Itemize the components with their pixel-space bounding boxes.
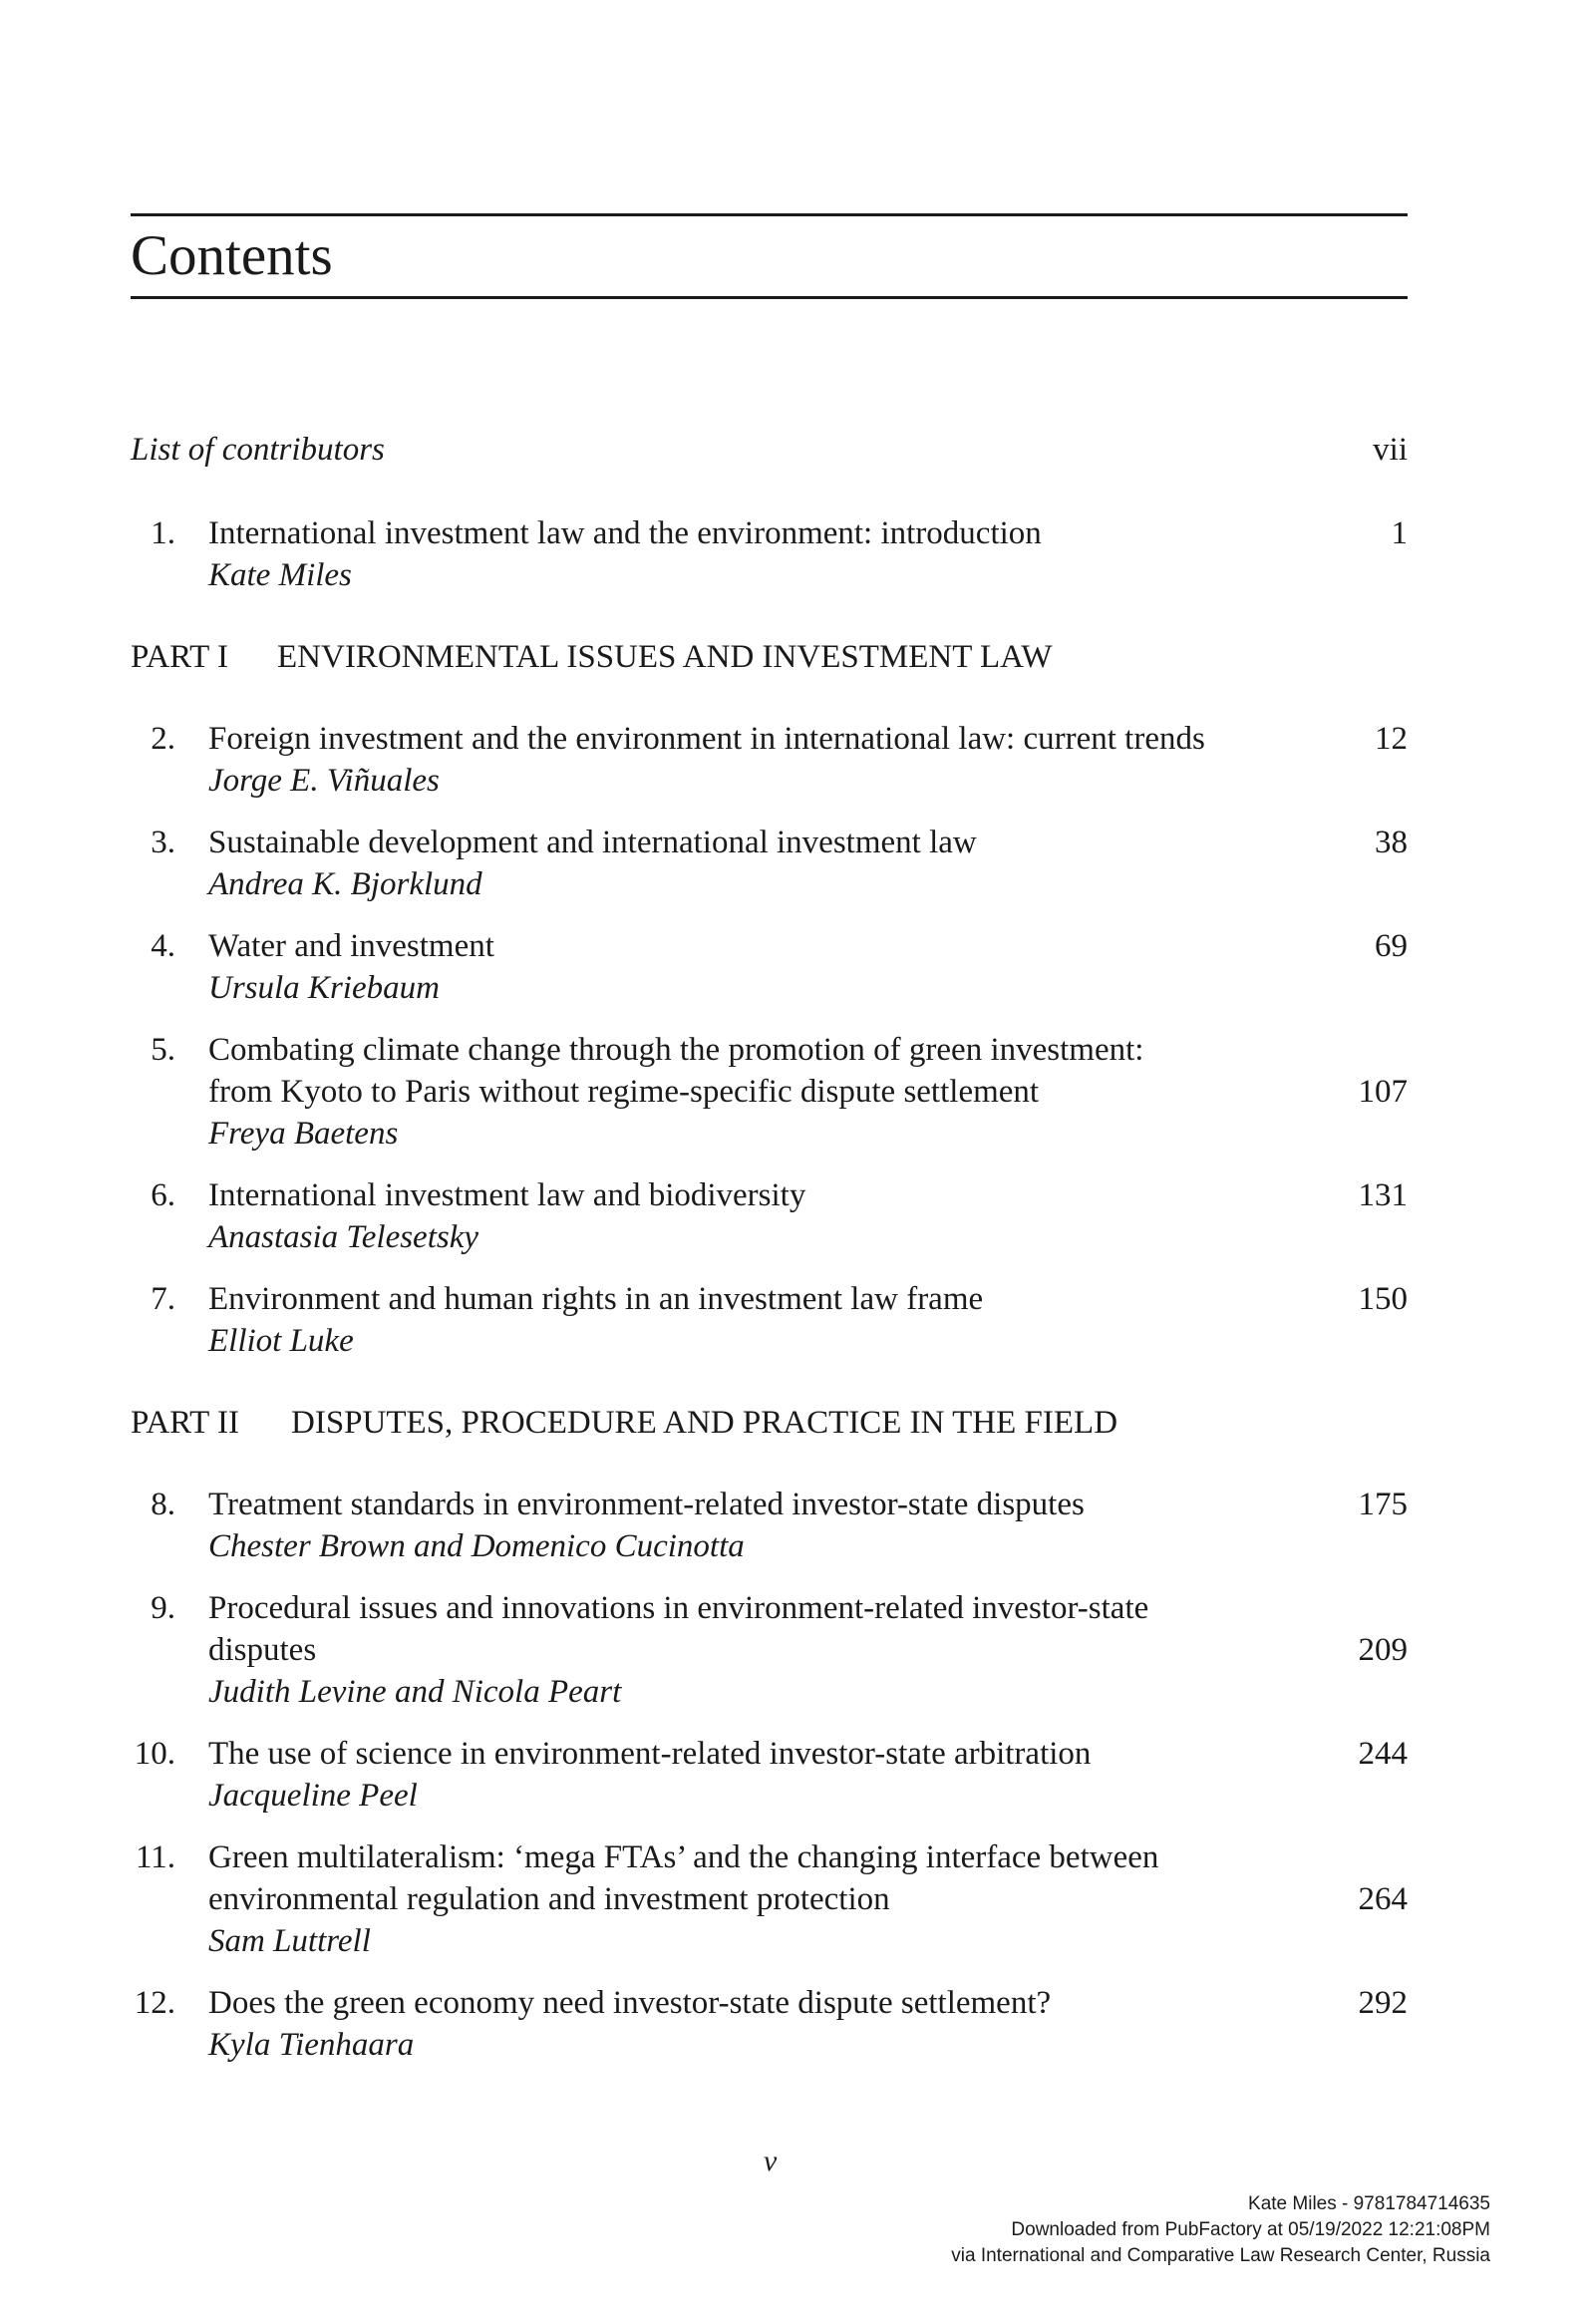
chapter-number: 6. — [151, 1177, 175, 1213]
toc-author-line — [0, 1113, 1588, 1155]
part-label: PART I — [131, 639, 228, 675]
chapter-number: 3. — [151, 825, 175, 860]
top-rule — [131, 213, 1408, 216]
page-folio: v — [764, 2145, 778, 2177]
toc-entry[interactable] — [0, 512, 1588, 554]
chapter-page: 1 — [1391, 515, 1408, 551]
chapter-number: 2. — [151, 721, 175, 757]
chapter-title: Environment and human rights in an investment law frame — [208, 1281, 984, 1317]
chapter-number: 8. — [151, 1487, 175, 1522]
chapter-author: Jorge E. Viñuales — [208, 763, 440, 799]
chapter-title: Sustainable development and international investment law — [208, 825, 977, 860]
chapter-title: The use of science in environment-related investor-state arbitration — [208, 1736, 1092, 1772]
chapter-page: 38 — [1375, 825, 1408, 860]
chapter-title: International investment law and biodiversity — [208, 1177, 806, 1213]
chapter-author: Andrea K. Bjorklund — [208, 866, 482, 902]
chapter-author: Sam Luttrell — [208, 1923, 371, 1959]
chapter-page: 150 — [1358, 1281, 1408, 1317]
chapter-title: Combating climate change through the promotion of green investment: — [208, 1032, 1144, 1068]
chapter-page: 175 — [1358, 1487, 1408, 1522]
chapter-title: Procedural issues and innovations in environment-related investor-state — [208, 1590, 1149, 1626]
part-heading — [0, 1402, 1588, 1444]
download-stamp-line: via International and Comparative Law Research Center, Russia — [951, 2245, 1490, 2266]
toc-entry-continuation — [0, 1629, 1588, 1671]
chapter-number: 1. — [151, 515, 175, 551]
chapter-number: 9. — [151, 1590, 175, 1626]
toc-entry[interactable] — [0, 1836, 1588, 1878]
title-rule — [131, 296, 1408, 299]
chapter-page: 107 — [1358, 1074, 1408, 1110]
chapter-title-continued: environmental regulation and investment protection — [208, 1881, 890, 1917]
toc-author-line — [0, 760, 1588, 802]
chapter-number: 12. — [134, 1985, 175, 2021]
contributors-page: vii — [1373, 432, 1408, 468]
chapter-title-continued: disputes — [208, 1632, 317, 1668]
chapter-title: Green multilateralism: ‘mega FTAs’ and the changing interface between — [208, 1839, 1159, 1875]
download-stamp-line: Kate Miles - 9781784714635 — [1248, 2193, 1490, 2214]
contributors-label: List of contributors — [131, 432, 385, 468]
chapter-number: 5. — [151, 1032, 175, 1068]
toc-entry[interactable] — [0, 1278, 1588, 1320]
toc-author-line — [0, 1320, 1588, 1362]
toc-entry[interactable] — [0, 1029, 1588, 1071]
toc-author-line — [0, 1920, 1588, 1962]
chapter-title: Water and investment — [208, 928, 494, 964]
part-title: ENVIRONMENTAL ISSUES AND INVESTMENT LAW — [277, 639, 1053, 675]
chapter-page: 69 — [1375, 928, 1408, 964]
chapter-page: 209 — [1358, 1632, 1408, 1668]
chapter-page: 244 — [1358, 1736, 1408, 1772]
toc-entry-continuation — [0, 1878, 1588, 1920]
toc-author-line — [0, 863, 1588, 905]
toc-author-line — [0, 1216, 1588, 1258]
chapter-author: Ursula Kriebaum — [208, 970, 440, 1006]
chapter-page: 12 — [1375, 721, 1408, 757]
chapter-title: International investment law and the environment: introduction — [208, 515, 1042, 551]
toc-entry[interactable] — [0, 822, 1588, 863]
toc-entry-contributors[interactable] — [0, 429, 1588, 471]
toc-author-line — [0, 1775, 1588, 1817]
toc-entry[interactable] — [0, 1587, 1588, 1629]
chapter-author: Kate Miles — [208, 557, 352, 593]
download-stamp-line: Downloaded from PubFactory at 05/19/2022 12:21:08PM — [1011, 2219, 1490, 2240]
toc-entry[interactable] — [0, 1982, 1588, 2024]
chapter-number: 11. — [135, 1839, 175, 1875]
chapter-author: Kyla Tienhaara — [208, 2027, 415, 2063]
chapter-page: 292 — [1358, 1985, 1408, 2021]
toc-author-line — [0, 2024, 1588, 2066]
chapter-number: 7. — [151, 1281, 175, 1317]
toc-entry[interactable] — [0, 718, 1588, 760]
chapter-title: Does the green economy need investor-state dispute settlement? — [208, 1985, 1052, 2021]
toc-author-line — [0, 554, 1588, 596]
toc-entry[interactable] — [0, 1484, 1588, 1525]
chapter-number: 4. — [151, 928, 175, 964]
chapter-author: Chester Brown and Domenico Cucinotta — [208, 1528, 745, 1564]
page-title: Contents — [131, 224, 333, 287]
chapter-author: Jacqueline Peel — [208, 1778, 418, 1814]
toc-author-line — [0, 1525, 1588, 1567]
chapter-number: 10. — [134, 1736, 175, 1772]
toc-author-line — [0, 967, 1588, 1009]
chapter-page: 131 — [1358, 1177, 1408, 1213]
chapter-title: Foreign investment and the environment in international law: current trends — [208, 721, 1205, 757]
chapter-author: Elliot Luke — [208, 1323, 354, 1359]
part-title: DISPUTES, PROCEDURE AND PRACTICE IN THE FIELD — [291, 1405, 1118, 1441]
toc-entry[interactable] — [0, 925, 1588, 967]
part-label: PART II — [131, 1405, 239, 1441]
toc-entry[interactable] — [0, 1733, 1588, 1775]
chapter-title-continued: from Kyoto to Paris without regime-specific dispute settlement — [208, 1074, 1040, 1110]
toc-entry-continuation — [0, 1071, 1588, 1113]
toc-entry[interactable] — [0, 1174, 1588, 1216]
chapter-author: Freya Baetens — [208, 1116, 399, 1152]
chapter-page: 264 — [1358, 1881, 1408, 1917]
chapter-author: Judith Levine and Nicola Peart — [208, 1674, 622, 1710]
chapter-title: Treatment standards in environment-related investor-state disputes — [208, 1487, 1085, 1522]
chapter-author: Anastasia Telesetsky — [208, 1219, 479, 1255]
toc-author-line — [0, 1671, 1588, 1713]
part-heading — [0, 636, 1588, 678]
